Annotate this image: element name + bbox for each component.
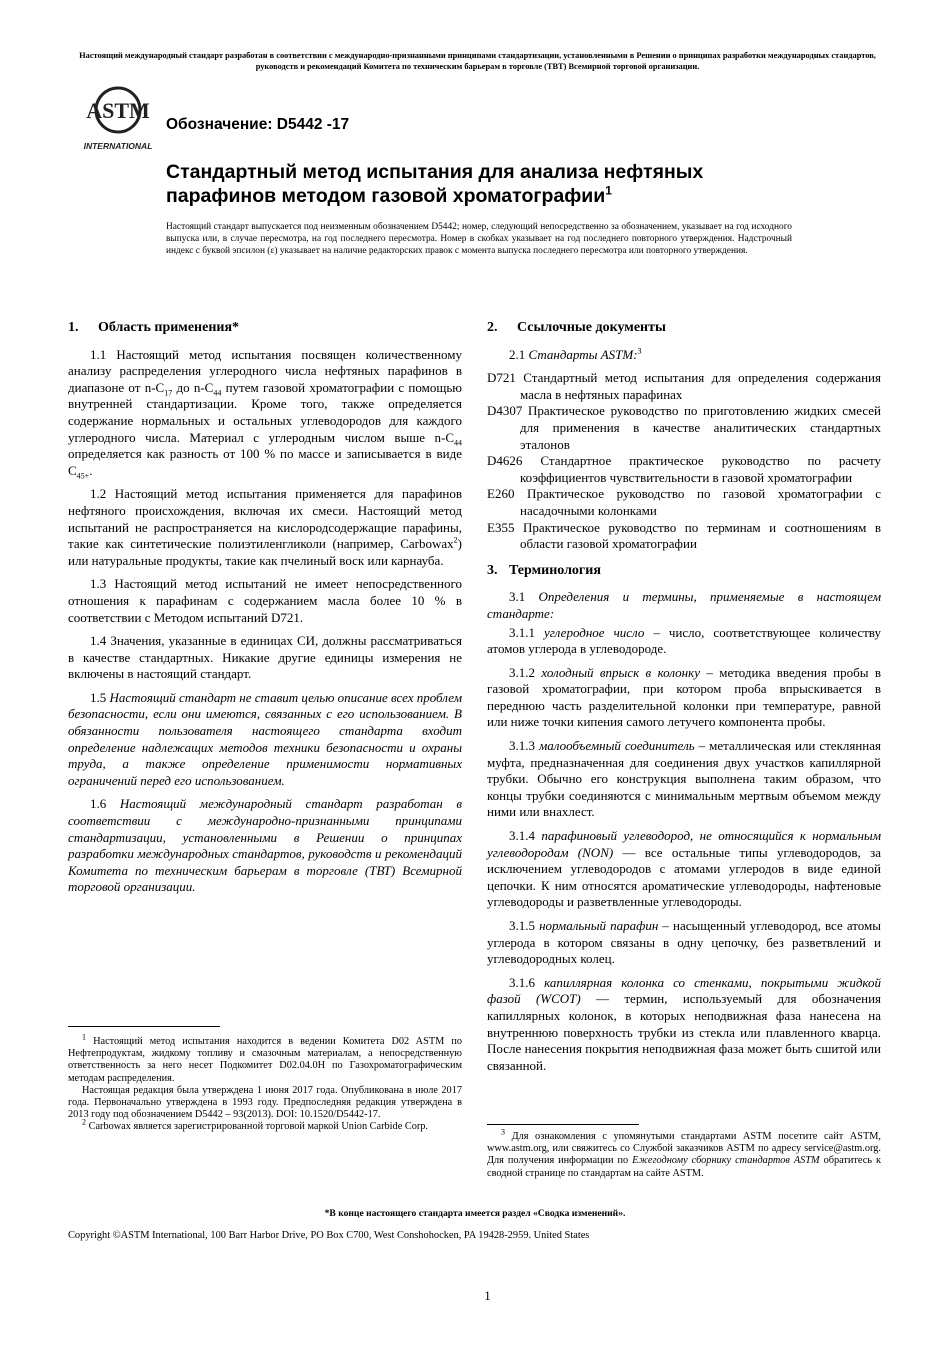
section-number: 1. <box>68 320 79 335</box>
paragraph-3-1-6: 3.1.6 капиллярная колонка со стенками, покрытыми жидкой фазой (WCOT) — термин, используемый для обозначения капиллярных колонок, в которых неподвижная фаза нанесена на внутреннюю поверхность трубки из стекла или плавленного кварца. После нанесения покрытия неподвижная фаза может быть сшитой или связанной. <box>487 974 882 1073</box>
paragraph-1-2: 1.2 Настоящий метод испытания применяется для парафинов нефтяного происхождения, включая их смеси. Настоящий метод испытаний не распространяется на кислородсодержащие парафины, такие как синтетические полиэтиленгликоли (например, Carbowax$^2$) или натуральные продукты, такие как пчелиный воск или карнауба. <box>68 486 462 568</box>
paragraph-3-1-5: 3.1.5 нормальный парафин – насыщенный углеводород, все атомы углерода в котором связаны в одну цепочку, без разветвлений и углеводородных колец. <box>487 918 882 967</box>
reference-e260: E260 Практическое руководство по газовой хроматографии с насадочными колонками <box>487 486 881 518</box>
copyright-line: Copyright ©ASTM International, 100 Barr Harbor Drive, PO Box C700, West Conshohocken, PA 19428-2959. United States <box>68 1230 590 1241</box>
section-2-heading: 2. Ссылочные документы <box>487 320 666 335</box>
section-1-heading <box>68 320 462 337</box>
footnote-2: $^2$ Carbowax является зарегистрированной торговой маркой Union Carbide Corp. <box>82 1118 429 1133</box>
paragraph-1-1: 1.1 Настоящий метод испытания посвящен количественному анализу распределения углеродного числа нефтяных парафинов в диапазоне от $n-C_{17}$ до $n-C_{44}$ путем газовой хроматографии с помощью внутренней стандартизации. Кроме того, также определяется содержание нормальных и остальных углеводородов для каждого углеродного числа. Материал с углеродным числом выше $n-C_{44}$ определяется как разность от 100 % по массе и записывается в виде $C_{45+}$. <box>68 346 463 481</box>
issuance-note: Настоящий стандарт выпускается под неизменным обозначением D5442; номер, следующий непосредственно за обозначением, указывает на год исходного выпуска или, в случае пересмотра, на год последнего пересмотра. Номер в скобках указывает на год последнего повторного утверждения. Надстрочный индекс с буквой эпсилон (ε) указывает на наличие редакторских правок с момента выпуска последнего пересмотра или повторного утверждения. <box>166 222 792 257</box>
designation: Обозначение: D5442 -17 <box>166 116 350 133</box>
footnote-1: $^1$ Настоящий метод испытания находится в ведении Комитета D02 ASTM по Нефтепродуктам, жидкому топливу и смазочным материалам, а непосредственную ответственность за него несет Подкомитет D02.04.0H по Газохроматографическим методам распределения. <box>68 1032 462 1084</box>
paragraph-3-1-1: 3.1.1 углеродное число – число, соответствующее количеству атомов углерода в углеводороде. <box>487 624 881 657</box>
page-number: 1 <box>484 1288 491 1303</box>
paragraph-1-5: 1.5 Настоящий стандарт не ставит целью описание всех проблем безопасности, если они имеются, связанных с его использованием. В обязанности пользователя настоящего стандарта входит определение надлежащих методов техники безопасности и охраны труда, а также определение применимости нормативных ограничений перед его использованием. <box>68 689 462 788</box>
paragraph-1-6: 1.6 Настоящий международный стандарт разработан в соответствии с международно-признанными принципами стандартизации, установленными в Решении о принципах разработки международных стандартов, руководств и рекомендаций Комитета по техническим барьерам в торговле (ТВТ) Всемирной торговой организации. <box>68 796 462 895</box>
reference-e355: E355 Практическое руководство по терминам и соотношениям в области газовой хроматографии <box>487 519 881 552</box>
paragraph-1-4: 1.4 Значения, указанные в единицах СИ, должны рассматриваться в качестве стандартных. Никакие другие единицы измерения не включены в настоящий стандарт. <box>68 633 462 682</box>
title-footnote-ref: 1 <box>605 183 612 198</box>
left-column <box>68 320 462 903</box>
document-title <box>166 160 806 208</box>
right-column <box>487 320 881 1081</box>
footnote-1-continued: Настоящая редакция была утверждена 1 июня 2017 года. Опубликована в июле 2017 года. Первоначально утверждена в 1993 году. Предпоследняя редакция утверждена в 2013 году под обозначением D5442 – 93(2013). DOI: 10.1520/D5442-17. <box>68 1084 462 1121</box>
logo-bottom-text: INTERNATIONAL <box>83 141 153 151</box>
reference-d4307: D4307 Практическое руководство по приготовлению жидких смесей для применения в качестве аналитических стандартных эталонов <box>487 403 881 452</box>
footnote-rule-right <box>487 1124 639 1125</box>
paragraph-3-1-3: 3.1.3 малообъемный соединитель – металлическая или стеклянная муфта, предназначенная для соединения двух участков капиллярной трубки. Обычно его конструкция выполнена таким образом, что концы трубки соединяются с минимальным мертвым объемом между ними или внахлест. <box>487 738 882 820</box>
paragraph-3-1: 3.1 Определения и термины, применяемые в настоящем стандарте: <box>487 589 881 621</box>
reference-d4626: D4626 Стандартное практическое руководство по расчету коэффициентов чувствительности в газовой хроматографии <box>487 453 881 485</box>
footnote-rule-left <box>68 1026 220 1027</box>
paragraph-3-1-4: 3.1.4 парафиновый углеводород, не относящийся к нормальным углеводородам (NON) — все остальные типы углеводородов, за исключением углеводородов с атомами углеродов в виде единой цепочки. К ним относятся ароматические углеводороды, нафтеновые углеводороды и разветвленные углеводороды. <box>487 828 882 910</box>
section-title: Область применения* <box>98 320 240 335</box>
section-3-heading: 3. Терминология <box>487 562 601 578</box>
astm-logo <box>76 84 160 154</box>
astm-logo-icon <box>76 84 160 154</box>
reference-d721: D721 Стандартный метод испытания для определения содержания масла в нефтяных парафинах <box>487 370 881 402</box>
logo-top-text: ASTM <box>86 98 150 123</box>
references-subheading: 2.1 Стандарты ASTM:$^3$ <box>509 346 642 362</box>
title-text: Стандартный метод испытания для анализа нефтяных парафинов методом газовой хроматографии <box>166 161 704 207</box>
footnote-3: $^3$ Для ознакомления с упомянутыми стандартами ASTM посетите сайт ASTM, www.astm.org, или свяжитесь со Службой заказчиков ASTM по адресу service@astm.org. Для получения информации по Ежегодному сборнику стандартов ASTM обратитесь к сводной странице по стандартам на сайте ASTM. <box>487 1127 882 1179</box>
header-note: Настоящий международный стандарт разработан в соответствии с международно-признанными принципами стандартизации, установленными в Решении о принципах разработки международных стандартов, руководств и рекомендаций Комитета по техническим барьерам в торговле (ТВТ) Всемирной торговой организации. <box>79 51 876 71</box>
paragraph-1-3: 1.3 Настоящий метод испытаний не имеет непосредственного отношения к парафинам с содержанием масла более 10 % в соответствии с Методом испытаний D721. <box>68 576 462 625</box>
paragraph-3-1-2: 3.1.2 холодный впрыск в колонку – методика введения пробы в газовой хроматографии, при котором проба впрыскивается в переднюю часть разделительной колонки при температуре, равной или ниже точки кипения самого летучего компонента пробы. <box>487 664 881 730</box>
footnotes-left <box>68 1032 462 1134</box>
summary-of-changes-note: *В конце настоящего стандарта имеется раздел «Сводка изменений». <box>324 1208 626 1219</box>
